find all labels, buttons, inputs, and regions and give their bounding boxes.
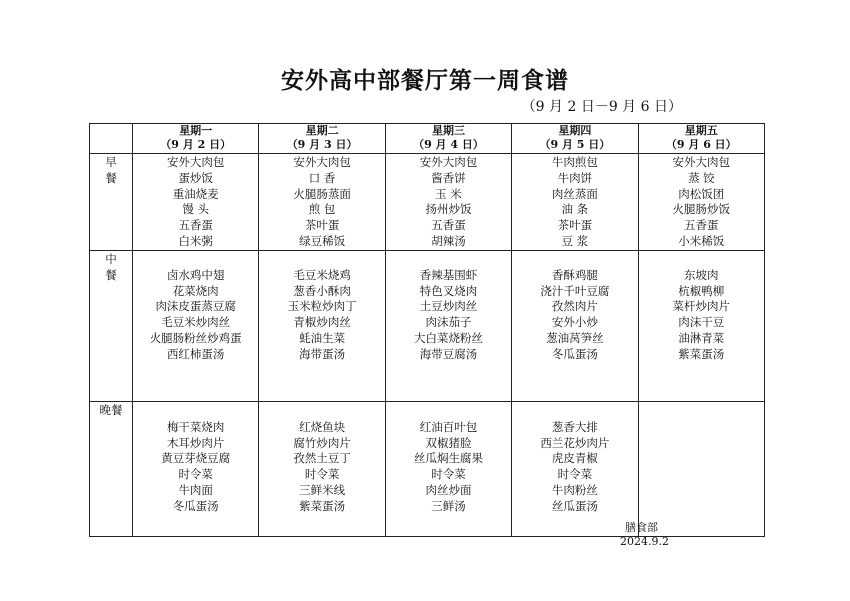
menu-cell-thu [512, 401, 638, 536]
meal-label-cell [90, 154, 133, 251]
day-name: 星期一 [179, 124, 213, 137]
dish-item: 豆 浆 [561, 233, 589, 248]
dish-item: 冬瓜蛋汤 [172, 498, 219, 513]
dish-item: 胡辣汤 [431, 233, 466, 248]
breakfast-row [90, 154, 765, 251]
dish-item: 时令菜 [304, 467, 340, 482]
dish-item: 火腿肠炒饭 [672, 202, 731, 217]
dish-item: 紫菜蛋汤 [678, 346, 725, 361]
dish-item: 黄豆芽烧豆腐 [161, 451, 231, 466]
dish-item: 三鲜汤 [431, 498, 466, 513]
dish-item: 五香蛋 [178, 218, 213, 233]
dish-item: 紫菜蛋汤 [299, 498, 346, 513]
dish-item: 浇汁千叶豆腐 [540, 283, 610, 298]
dish-item: 孜然肉片 [551, 299, 598, 314]
dish-item: 时令菜 [431, 467, 466, 482]
dish-item: 火腿肠粉丝炒鸡蛋 [149, 330, 242, 345]
dish-item: 酱香饼 [431, 170, 466, 185]
menu-cell-fri [638, 401, 764, 536]
corner-cell [90, 124, 133, 154]
meal-label: 早 餐 [105, 155, 117, 185]
menu-cell-wed [385, 154, 511, 251]
day-date: （9 月 2 日） [160, 138, 232, 151]
dish-item: 时令菜 [178, 467, 213, 482]
dish-item: 蚝油生菜 [299, 330, 346, 345]
dish-item: 三鲜米线 [299, 482, 346, 497]
dish-item: 花菜烧肉 [172, 283, 219, 298]
dish-item: 海带蛋汤 [299, 346, 346, 361]
page-title: 安外高中部餐厅第一周食谱 [281, 68, 569, 94]
dish-item: 葱油莴笋丝 [546, 330, 604, 345]
day-name: 星期三 [431, 124, 465, 137]
dish-item: 白米粥 [178, 233, 213, 248]
dinner-row [90, 401, 765, 536]
dish-item: 扬州炒饭 [425, 202, 472, 217]
meal-label: 中 餐 [105, 251, 117, 282]
dish-item: 香辣基围虾 [419, 267, 478, 282]
dish-item: 特色叉烧肉 [419, 283, 478, 298]
dish-item: 安外大肉包 [166, 155, 225, 169]
dish-item: 丝瓜蛋汤 [551, 498, 598, 513]
dish-item: 安外小炒 [551, 315, 598, 330]
dish-item: 葱香大排 [551, 419, 598, 434]
footer-date: 2024.9.2 [620, 535, 669, 548]
dish-item: 毛豆米炒肉丝 [161, 315, 231, 330]
dish-item: 西红柿蛋汤 [166, 346, 225, 361]
day-header-tue [259, 124, 385, 154]
menu-cell-fri [638, 250, 764, 401]
date-range: （9 月 2 日－9 月 6 日） [521, 99, 682, 115]
menu-cell-tue [259, 154, 385, 251]
menu-cell-wed [385, 401, 511, 536]
dish-item: 牛肉饼 [557, 170, 593, 185]
dish-item: 玉米粒炒肉丁 [287, 299, 357, 314]
dish-item: 油淋青菜 [678, 330, 725, 345]
dish-item: 卤水鸡中翅 [166, 267, 225, 282]
day-header-wed [385, 124, 511, 154]
dish-item: 绿豆稀饭 [299, 233, 346, 248]
day-name: 星期二 [305, 124, 339, 137]
dish-item: 腐竹炒肉片 [293, 435, 351, 450]
dish-item: 口 香 [308, 170, 336, 185]
dish-item: 牛肉面 [178, 482, 213, 497]
dish-item: 牛肉粉丝 [551, 482, 598, 497]
dish-item: 小米稀饭 [678, 233, 725, 248]
dish-item: 蛋炒饭 [178, 170, 213, 185]
dish-item: 冬瓜蛋汤 [551, 346, 598, 361]
dish-item: 牛肉煎包 [551, 155, 598, 169]
dish-item: 红油百叶包 [419, 419, 478, 434]
day-header-fri [638, 124, 764, 154]
dish-item: 双椒猪脸 [425, 435, 472, 450]
dish-item: 茶叶蛋 [557, 218, 593, 233]
dish-item: 红烧鱼块 [299, 419, 346, 434]
dish-item: 肉松饭团 [678, 186, 725, 201]
dish-item: 油 条 [561, 202, 589, 217]
day-header-mon [133, 124, 259, 154]
dish-item: 青椒炒肉丝 [293, 315, 351, 330]
dish-item: 杭椒鸭柳 [678, 283, 725, 298]
dish-item: 时令菜 [557, 467, 593, 482]
dish-item: 肉沫皮蛋蒸豆腐 [155, 299, 236, 314]
menu-cell-tue [259, 401, 385, 536]
menu-cell-mon [133, 250, 259, 401]
dish-item: 香酥鸡腿 [551, 267, 598, 282]
dish-item: 木耳炒肉片 [166, 435, 225, 450]
dish-item: 肉丝蒸面 [551, 186, 598, 201]
dish-item: 安外大肉包 [419, 155, 478, 169]
day-date: （9 月 4 日） [413, 138, 484, 151]
menu-cell-mon [133, 154, 259, 251]
dish-item: 安外大肉包 [293, 155, 351, 169]
dish-item: 煎 包 [308, 202, 336, 217]
dish-item: 肉沫干豆 [678, 315, 725, 330]
dish-item: 五香蛋 [431, 218, 466, 233]
meal-label-cell [90, 250, 133, 401]
dish-item: 安外大肉包 [672, 155, 731, 169]
dish-item: 茶叶蛋 [304, 218, 340, 233]
dish-item: 大白菜烧粉丝 [413, 330, 483, 345]
dish-item: 梅干菜烧肉 [166, 419, 225, 434]
dish-item: 蒸 饺 [687, 170, 715, 185]
menu-table [89, 123, 765, 537]
dish-item: 海带豆腐汤 [419, 346, 478, 361]
dish-item: 肉丝炒面 [425, 482, 472, 497]
day-date: （9 月 5 日） [539, 138, 611, 151]
dish-item: 火腿肠蒸面 [293, 186, 351, 201]
dish-item: 馒 头 [182, 202, 210, 217]
dish-item: 毛豆米烧鸡 [293, 267, 351, 282]
dish-item: 五香蛋 [684, 218, 719, 233]
meal-label-cell [90, 401, 133, 536]
dish-item: 菜杆炒肉片 [672, 299, 731, 314]
dish-item: 玉 米 [435, 186, 462, 201]
dish-item: 肉沫茄子 [425, 315, 472, 330]
menu-cell-thu [512, 154, 638, 251]
day-header-thu [512, 124, 638, 154]
dish-item: 西兰花炒肉片 [540, 435, 610, 450]
dish-item: 葱香小酥肉 [293, 283, 351, 298]
day-name: 星期五 [684, 124, 718, 137]
dish-item: 虎皮青椒 [551, 451, 598, 466]
menu-cell-mon [133, 401, 259, 536]
day-name: 星期四 [558, 124, 592, 137]
dish-item: 孜然土豆丁 [293, 451, 351, 466]
footer-department: 膳食部 [625, 521, 658, 534]
day-header-row [90, 124, 765, 154]
dish-item: 东坡肉 [684, 267, 719, 282]
menu-cell-tue [259, 250, 385, 401]
menu-cell-fri [638, 154, 764, 251]
lunch-row [90, 250, 765, 401]
day-date: （9 月 3 日） [286, 138, 358, 151]
menu-cell-thu [512, 250, 638, 401]
dish-item: 丝瓜焖生腐果 [413, 451, 483, 466]
meal-label: 晚餐 [99, 402, 123, 417]
dish-item: 土豆炒肉丝 [419, 299, 478, 314]
menu-cell-wed [385, 250, 511, 401]
dish-item: 重油烧麦 [172, 186, 219, 201]
day-date: （9 月 6 日） [665, 138, 737, 151]
